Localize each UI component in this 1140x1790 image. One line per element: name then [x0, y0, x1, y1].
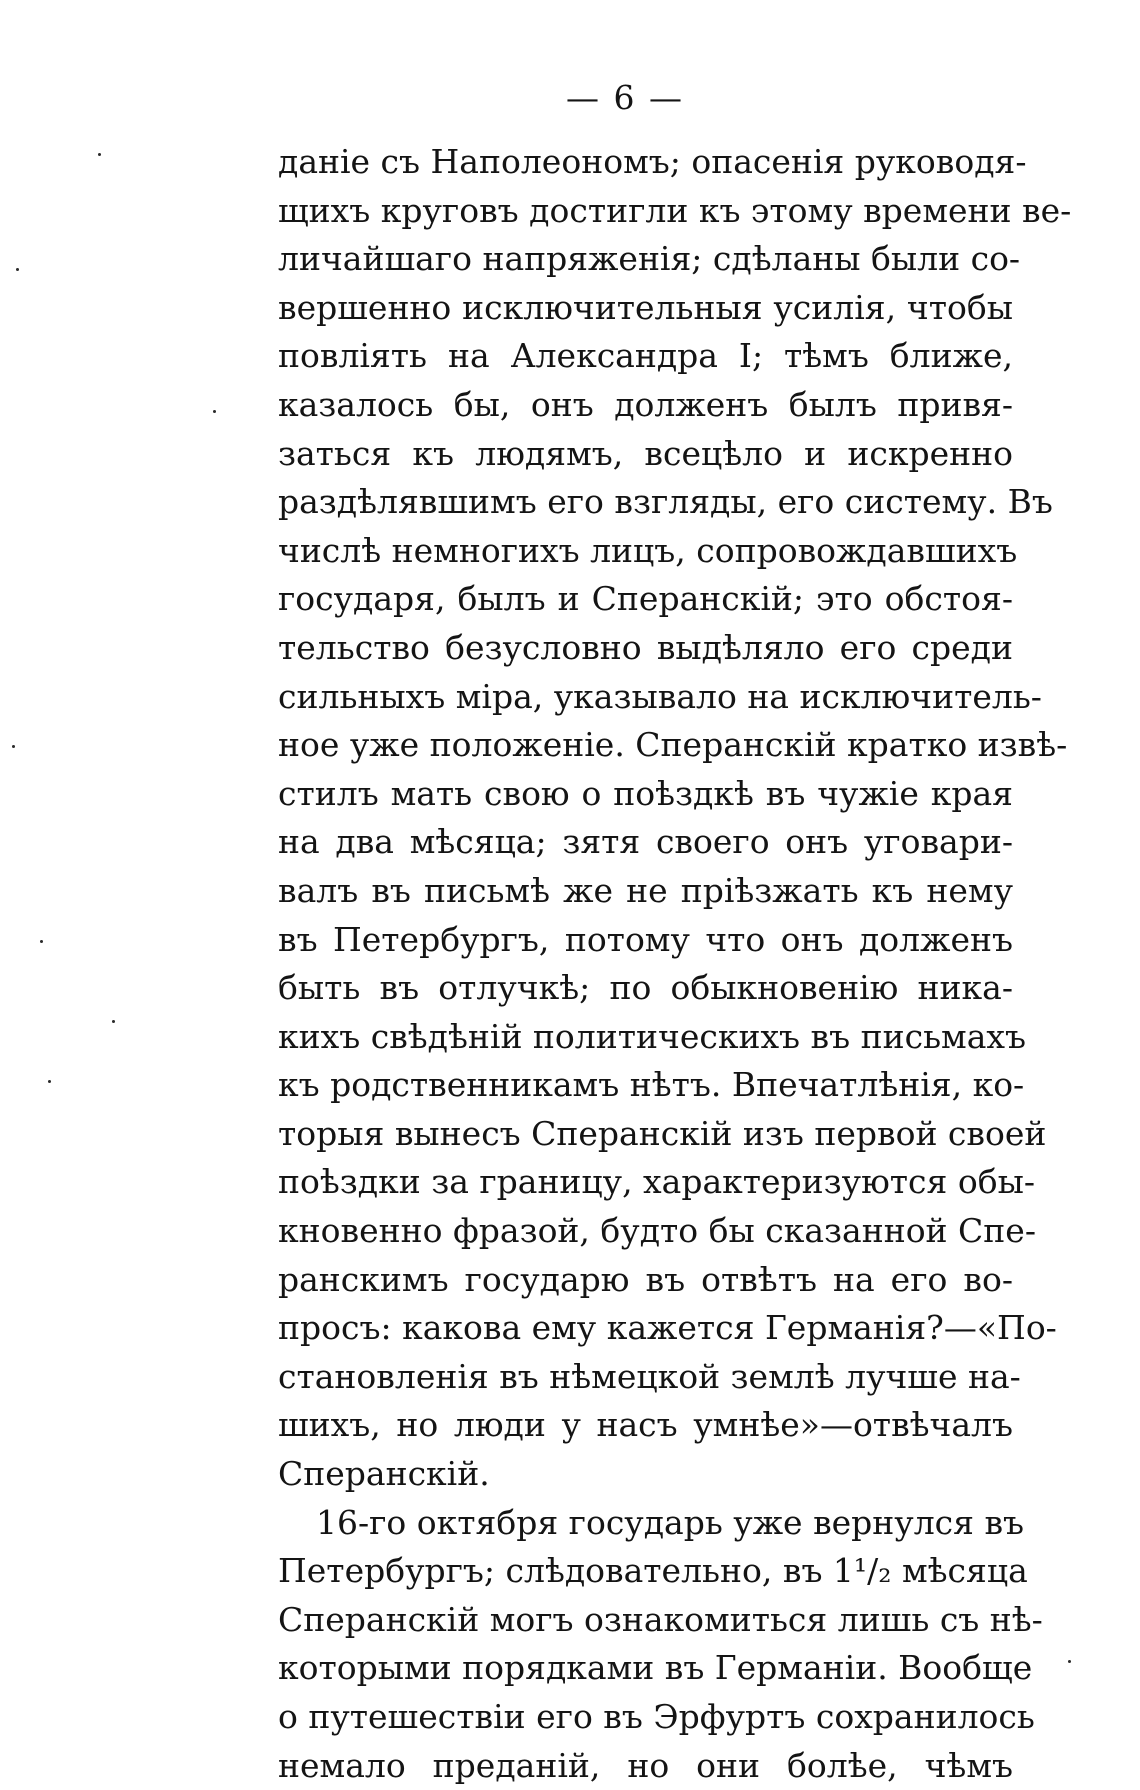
text-line: вершенно исключительныя усилія, чтобы: [278, 287, 1013, 327]
text-line: повліять на Александра I; тѣмъ ближе,: [278, 336, 1013, 376]
scan-speck: [16, 268, 19, 271]
scan-speck: [48, 1080, 51, 1083]
text-line: Петербургъ; слѣдовательно, въ 1¹/₂ мѣсяца: [278, 1551, 1028, 1591]
text-line: тельство безусловно выдѣляло его среди: [278, 627, 1013, 667]
scan-speck: [1068, 1660, 1071, 1663]
text-line: даніе съ Наполеономъ; опасенія руководя-: [278, 142, 1027, 181]
text-line: торыя вынесъ Сперанскій изъ первой своей: [278, 1113, 1047, 1153]
text-line: ранскимъ государю въ отвѣтъ на его во-: [278, 1259, 1013, 1299]
paragraph-end-line: Сперанскій.: [278, 1454, 490, 1494]
text-line: становленія въ нѣмецкой землѣ лучше на-: [278, 1356, 1021, 1396]
scan-speck: [98, 153, 101, 156]
text-line: ное уже положеніе. Сперанскій кратко извѣ-: [278, 725, 1068, 765]
text-line: валъ въ письмѣ же не пріѣзжать къ нему: [278, 870, 1013, 910]
text-line: о путешествіи его въ Эрфуртъ сохранилось: [278, 1697, 1035, 1736]
text-line: кновенно фразой, будто бы сказанной Спе-: [278, 1211, 1036, 1251]
text-line: быть въ отлучкѣ; по обыкновенію ника-: [278, 968, 1013, 1008]
scan-speck: [40, 940, 43, 943]
scan-speck: [12, 745, 15, 748]
text-line: казалось бы, онъ долженъ былъ привя-: [278, 384, 1013, 424]
text-line: Сперанскій могъ ознакомиться лишь съ нѣ-: [278, 1599, 1043, 1639]
text-line: числѣ немногихъ лицъ, сопровождавшихъ: [278, 530, 1018, 570]
scan-speck: [213, 410, 216, 413]
text-line: раздѣлявшимъ его взгляды, его систему. Въ: [278, 482, 1053, 522]
text-line: на два мѣсяца; зятя своего онъ уговари-: [278, 822, 1013, 862]
text-line: стилъ мать свою о поѣздкѣ въ чужіе края: [278, 773, 1013, 813]
text-line: личайшаго напряженія; сдѣланы были со-: [278, 239, 1021, 279]
text-line: заться къ людямъ, всецѣло и искренно: [278, 433, 1013, 473]
text-line: которыми порядками въ Германіи. Вообще: [278, 1648, 1033, 1688]
text-line: сильныхъ міра, указывало на исключитель-: [278, 676, 1042, 716]
page-number: — 6 —: [566, 78, 684, 117]
text-line: къ родственникамъ нѣтъ. Впечатлѣнія, ко-: [278, 1065, 1025, 1105]
text-line: немало преданій, но они болѣе, чѣмъ: [278, 1745, 1013, 1785]
paragraph-start-line: 16-го октября государь уже вернулся въ: [316, 1502, 1025, 1542]
text-line: просъ: какова ему кажется Германія?—«По-: [278, 1308, 1057, 1348]
text-line: поѣздки за границу, характеризуются обы-: [278, 1162, 1036, 1202]
text-line: государя, былъ и Сперанскій; это обстоя-: [278, 579, 1013, 619]
scan-speck: [112, 1020, 115, 1023]
text-line: щихъ круговъ достигли къ этому времени ве-: [278, 190, 1072, 230]
text-line: шихъ, но люди у насъ умнѣе»—отвѣчалъ: [278, 1405, 1013, 1445]
body-text: [278, 138, 1072, 1790]
text-line: кихъ свѣдѣній политическихъ въ письмахъ: [278, 1016, 1026, 1056]
text-line: въ Петербургъ, потому что онъ долженъ: [278, 919, 1013, 959]
